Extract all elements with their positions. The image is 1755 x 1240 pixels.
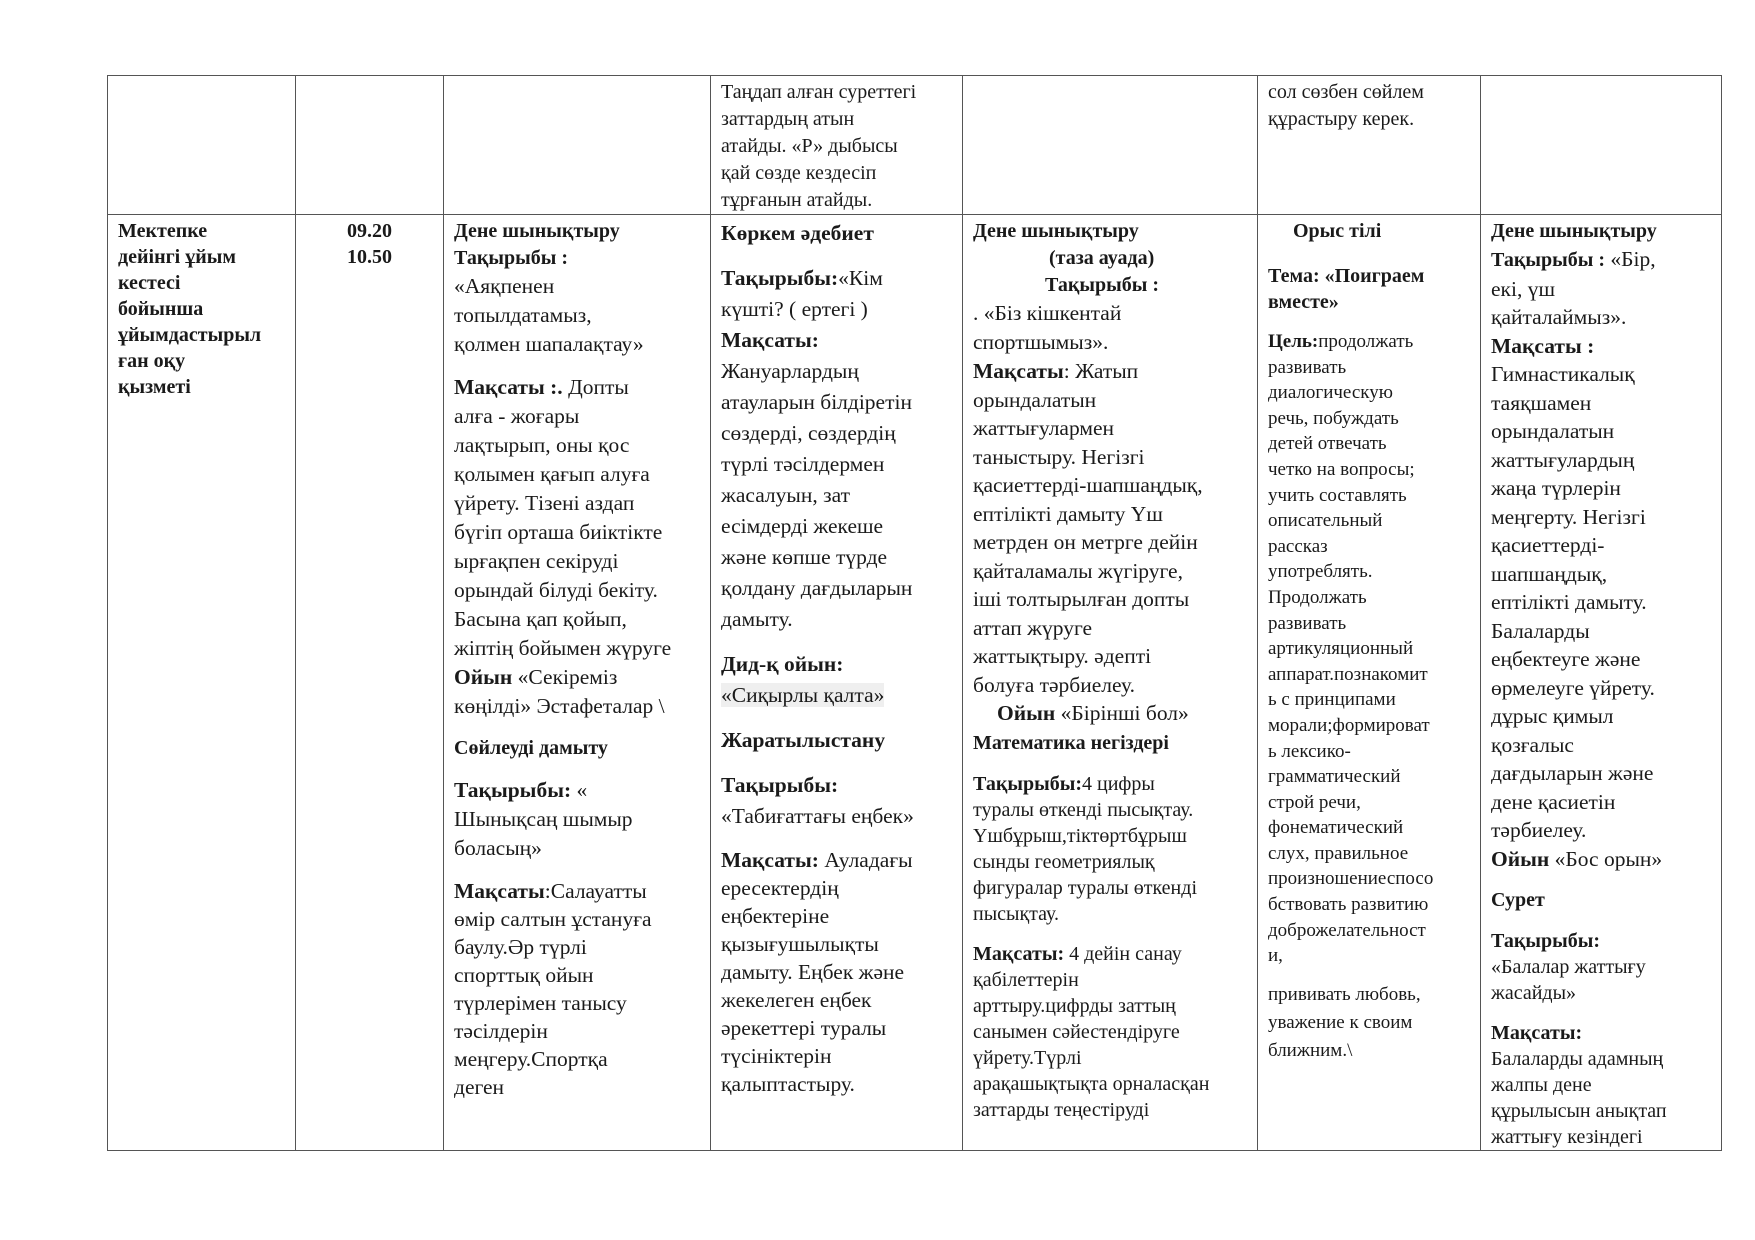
lesson-block (1258, 215, 1480, 1065)
topic-label: Тақырыбы : (454, 247, 568, 269)
text-line: Басына қап қойып, (454, 607, 627, 631)
topic2-label: Тақырыбы: (1491, 930, 1600, 952)
cell-text (1258, 76, 1480, 133)
topic-text (721, 263, 952, 325)
activity-label (108, 215, 295, 400)
text-line: алға - жоғары (454, 404, 580, 428)
time-range (296, 215, 443, 270)
table-cell (108, 215, 296, 1151)
text-line: боласың» (454, 836, 542, 860)
topic2-label: Тақырыбы: (973, 772, 1082, 795)
aim-first: продолжать (1318, 331, 1414, 352)
text-line: уважение к своим (1268, 1011, 1413, 1033)
text-line: орындай білуді бекіту. (454, 578, 658, 602)
text-line: таныстыру. Негізгі (973, 444, 1145, 469)
lesson-subtitle: (таза ауада) (1049, 247, 1155, 269)
topic-first: «Кім (838, 266, 883, 290)
text-line: түрлі тәсілдермен (721, 452, 885, 476)
text-line: атауларын білдіретін (721, 390, 912, 414)
text-line: Жануарлардың (721, 359, 859, 383)
text-line: и, (1268, 945, 1283, 967)
text-line: дейінгі ұйым (118, 246, 236, 268)
text-line: развивать (1268, 356, 1347, 378)
table-cell (963, 76, 1258, 215)
text-line: ересектердің (721, 876, 839, 900)
table-cell (963, 215, 1258, 1151)
text-line: сол сөзбен сөйлем (1268, 81, 1424, 103)
text-line: қасиеттерді-шапшаңдық, (973, 473, 1203, 497)
text-line: вместе» (1268, 291, 1339, 313)
goal-first: Допты (562, 375, 629, 399)
table-row (108, 215, 1722, 1151)
text-line: Мектепке (118, 220, 208, 242)
lesson-title: Дене шынықтыру (454, 220, 620, 242)
text-line: жаттықтыру. әдепті (973, 644, 1152, 668)
text-line: санымен сәйестендіруге (973, 1020, 1180, 1043)
text-line: үйрету. Тізені аздап (454, 491, 635, 515)
aim-label: Цель: (1268, 331, 1319, 352)
text-line: еңбектеуге және (1491, 647, 1641, 671)
lesson-title: Дене шынықтыру (1491, 220, 1657, 242)
text-line: фонематический (1268, 817, 1404, 839)
text-line: туралы өткенді пысықтау. (973, 798, 1194, 821)
text-line: меңгерту. Негізгі (1491, 504, 1646, 529)
did-game (721, 649, 952, 711)
text-line: . «Біз кішкентай (973, 301, 1122, 325)
text-line: ь с принципами (1268, 689, 1396, 711)
text-line: «Табиғаттағы еңбек» (721, 804, 914, 828)
text-line: ептілікті дамыту. (1491, 590, 1647, 614)
aim-text (1268, 329, 1470, 969)
text-line: дағдыларын және (1491, 761, 1654, 785)
text-line: Балаларды (1491, 618, 1590, 643)
text-line (721, 680, 952, 711)
text-line (721, 263, 952, 294)
text-line: қай сөзде кездесіп (721, 162, 877, 184)
topic2-text (454, 776, 700, 863)
lesson-block (1481, 215, 1721, 1150)
game-name: «Бірінші бол» (1055, 701, 1189, 725)
lesson-title: Дене шынықтыру (973, 220, 1139, 242)
text-line: Гимнастикалық (1491, 362, 1635, 386)
text-line: құрастыру керек. (1268, 108, 1415, 130)
text-line: слух, правильное (1268, 842, 1409, 864)
text-line: фигуралар туралы өткенді (973, 876, 1197, 899)
text-line: күшті? ( ертегі ) (721, 297, 868, 321)
text-line: қабілеттерін (973, 968, 1079, 991)
game-first: «Секіреміз (512, 665, 618, 689)
goal-text (721, 325, 952, 635)
text-line: «Балалар жаттығу (1491, 956, 1646, 978)
text-line: ған оқу (118, 350, 186, 372)
text-line: «Аяқпенен (454, 274, 555, 298)
text-line (454, 663, 700, 692)
text-line: өрмелеуге үйрету. (1491, 675, 1655, 700)
text-line: аттап жүруге (973, 615, 1093, 640)
table-cell (1258, 76, 1481, 215)
aim2-text (1268, 981, 1470, 1065)
text-line: түрлерімен танысу (454, 991, 627, 1015)
text-line: пысықтау. (973, 902, 1060, 925)
text-line: Продолжать (1268, 586, 1367, 608)
text-line: тұрғанын атайды. (721, 189, 873, 211)
text-line: спортшымыз». (973, 330, 1109, 354)
topic-first: «Бір, (1605, 247, 1656, 271)
text-line: жаңа түрлерін (1491, 476, 1621, 500)
text-line: қалыптастыру. (721, 1072, 855, 1096)
text-line: дамыту. (721, 607, 793, 631)
table-cell (296, 215, 444, 1151)
goal2-text (1491, 1020, 1711, 1150)
sub-lesson-title: Математика негіздері (973, 731, 1169, 754)
topic-text (1491, 245, 1711, 873)
text-line: қолдану дағдыларын (721, 576, 913, 600)
table-cell (1258, 215, 1481, 1151)
text-line (1491, 245, 1711, 275)
goal2-first: Ауладағы (818, 848, 913, 872)
text-line: және көпше түрде (721, 545, 888, 569)
topic2-text (1491, 928, 1711, 1006)
text-line: екі, үш (1491, 276, 1556, 301)
goal2-label: Мақсаты: (1491, 1022, 1583, 1044)
game-label: Ойын (997, 701, 1056, 725)
text-line: атайды. «Р» дыбысы (721, 135, 898, 157)
text-line: жіптің бойымен жүруге (454, 636, 672, 660)
text-line: Балаларды адамның (1491, 1048, 1664, 1070)
text-line: еңбектеріне (721, 904, 830, 928)
text-line: Шынықсаң шымыр (454, 807, 633, 831)
text-line: деген (454, 1075, 505, 1099)
topic2-label: Тақырыбы: (454, 778, 572, 802)
text-line: жекелеген еңбек (721, 988, 872, 1012)
text-line: прививать любовь, (1268, 983, 1421, 1005)
text-line: іші толтырылған допты (973, 587, 1190, 611)
text-line: дамыту. Еңбек және (721, 960, 905, 984)
text-line: есімдерді жекеше (721, 514, 884, 538)
start-time: 09.20 (347, 220, 392, 242)
text-line: жаттығу кезіндегі (1491, 1126, 1643, 1148)
text-line: қызығушылықты (721, 932, 879, 956)
lesson-block (963, 215, 1257, 1123)
text-line: қолымен қағып алуға (454, 462, 650, 486)
goal2-label: Мақсаты (454, 879, 545, 903)
text-line: орындалатын (973, 387, 1097, 412)
goal2-first: 4 дейін санау (1064, 942, 1182, 965)
theme-text (1268, 263, 1470, 315)
goal-label: Мақсаты (973, 359, 1064, 383)
text-line: сынды геометриялық (973, 850, 1155, 873)
goal2-label: Мақсаты: (973, 942, 1065, 965)
text-line: қолмен шапалақтау» (454, 332, 644, 356)
sub-lesson-title: Сурет (1491, 889, 1545, 911)
text-line: әрекеттері туралы (721, 1016, 887, 1040)
text-line: жалпы дене (1491, 1074, 1592, 1096)
lesson-title: Көркем әдебиет (721, 221, 874, 245)
sub-lesson-title: Сөйлеуді дамыту (454, 737, 608, 759)
text-line (454, 877, 700, 905)
topic-label: Тақырыбы : (1491, 249, 1605, 271)
game-name: «Бос орын» (1549, 846, 1663, 871)
topic-text (454, 272, 700, 359)
table-cell (296, 76, 444, 215)
text-line: өмір салтын ұстануға (454, 907, 652, 931)
text-line: Тема: «Поиграем (1268, 265, 1425, 287)
table-cell (1481, 76, 1722, 215)
text-line: грамматический (1268, 766, 1401, 788)
text-line: қайталамалы жүгіруге, (973, 558, 1183, 583)
goal-text (454, 373, 700, 721)
text-line: жаттығулардың (1491, 447, 1635, 472)
end-time: 10.50 (347, 246, 392, 268)
text-line: арақашықтықта орналасқан (973, 1072, 1210, 1095)
goal-label: Мақсаты :. (454, 375, 563, 399)
text-line (721, 846, 952, 874)
table-cell (711, 76, 963, 215)
game-label: Ойын (454, 665, 513, 689)
game-label: Ойын (1491, 846, 1550, 871)
text-line: аппарат.познакомит (1268, 663, 1428, 685)
text-line: ближним.\ (1268, 1039, 1353, 1061)
text-line: Үшбұрыш,тіктөртбұрыш (973, 824, 1187, 847)
text-line: орындалатын (1491, 419, 1615, 443)
text-line: арттыру.цифрды заттың (973, 994, 1176, 1017)
goal2-label: Мақсаты: (721, 848, 819, 872)
text-line: детей отвечать (1268, 433, 1387, 455)
text-line: доброжелательност (1268, 919, 1426, 941)
table-cell (1481, 215, 1722, 1151)
text-line (454, 373, 700, 402)
topic-label: Тақырыбы: (721, 266, 839, 290)
sub-lesson-title: Жаратылыстану (721, 728, 886, 752)
text-line (1268, 329, 1470, 355)
text-line: диалогическую (1268, 382, 1393, 404)
text-line: артикуляционный (1268, 638, 1414, 660)
text-line: произношениеспосо (1268, 868, 1434, 890)
goal-text (973, 357, 1247, 728)
topic-label: Тақырыбы : (1045, 274, 1159, 296)
lesson-title: Орыс тілі (1293, 220, 1382, 242)
text-line: көңілді» Эстафеталар \ (454, 694, 665, 718)
text-line: заттарды теңестіруді (973, 1098, 1150, 1121)
table-cell (711, 215, 963, 1151)
goal2-text (454, 877, 700, 1101)
text-line: болуға тәрбиелеу. (973, 672, 1136, 697)
text-line: речь, побуждать (1268, 407, 1399, 429)
text-line: бойынша (118, 298, 204, 320)
text-line: описательный (1268, 510, 1383, 532)
table-cell (444, 76, 711, 215)
text-line: спорттық ойын (454, 963, 594, 987)
text-line: бүгіп орташа биіктікте (454, 520, 663, 544)
text-line: бствовать развитию (1268, 894, 1429, 916)
table-cell (444, 215, 711, 1151)
text-line (454, 776, 700, 805)
topic2-first: « (571, 778, 588, 802)
text-line: шапшаңдық, (1491, 561, 1608, 586)
cell-text (711, 76, 962, 214)
text-line: лақтырып, оны қос (454, 433, 630, 457)
text-line: тәсілдерін (454, 1019, 548, 1043)
text-line: метрден он метрге дейін (973, 530, 1198, 554)
text-line: рассказ (1268, 535, 1328, 557)
text-line: развивать (1268, 612, 1347, 634)
text-line: ұйымдастырыл (118, 324, 262, 346)
text-line: ырғақпен секіруді (454, 549, 619, 573)
text-line: таяқшамен (1491, 390, 1592, 415)
text-line: жасалуын, зат (721, 483, 850, 507)
goal2-text (973, 941, 1247, 1123)
topic2-first: 4 цифры (1082, 772, 1155, 795)
text-line: кестесі (118, 272, 181, 294)
text-line: жаттығулармен (973, 416, 1115, 440)
text-line: употреблять. (1268, 561, 1373, 583)
goal-label: Мақсаты : (1491, 333, 1595, 358)
topic-text (973, 299, 1247, 357)
text-line: үйрету.Түрлі (973, 1046, 1082, 1069)
game-label: Дид-қ ойын: (721, 652, 844, 676)
text-line: түсініктерін (721, 1044, 832, 1068)
table-row (108, 76, 1722, 215)
text-line: дене қасиетін (1491, 789, 1616, 814)
text-line: ептілікті дамыту Үш (973, 501, 1163, 526)
text-line: қайталаймыз». (1491, 305, 1627, 329)
text-line: меңгеру.Спортқа (454, 1047, 608, 1071)
lesson-block (444, 215, 710, 1101)
text-line (973, 357, 1247, 386)
text-line: топылдатамыз, (454, 303, 592, 327)
text-line (1491, 845, 1711, 874)
text-line: қозғалыс (1491, 732, 1574, 757)
goal-first: : Жатып (1063, 359, 1139, 383)
text-line: строй речи, (1268, 791, 1361, 813)
lesson-block (711, 215, 962, 1098)
goal-label: Мақсаты: (721, 328, 819, 352)
text-line: ь лексико- (1268, 740, 1351, 762)
text-line: тәрбиелеу. (1491, 818, 1587, 842)
text-line: четко на вопросы; (1268, 458, 1415, 480)
text-line: қасиеттерді- (1491, 533, 1605, 557)
text-line: дұрыс қимыл (1491, 704, 1614, 728)
text-line (973, 941, 1247, 967)
game-name: «Сиқырлы қалта» (721, 683, 885, 707)
text-line: баулу.Әр түрлі (454, 935, 587, 959)
table-cell (108, 76, 296, 215)
text-line: қызметі (118, 376, 191, 398)
text-line: заттардың атын (721, 108, 855, 130)
goal2-first: :Салауатты (544, 879, 647, 903)
text-line (973, 771, 1247, 797)
topic2-label: Тақырыбы: (721, 773, 839, 797)
topic2-text (973, 771, 1247, 927)
text-line: Таңдап алған суреттегі (721, 81, 917, 103)
goal2-text (721, 846, 952, 1098)
text-line: учить составлять (1268, 484, 1407, 506)
text-line: құрылысын анықтап (1491, 1100, 1667, 1122)
text-line (973, 699, 1247, 728)
text-line: сөздерді, сөздердің (721, 421, 896, 445)
text-line: жасайды» (1491, 982, 1577, 1004)
text-line: морали;формироват (1268, 714, 1430, 736)
schedule-table (107, 75, 1722, 1151)
topic2-text (721, 770, 952, 832)
